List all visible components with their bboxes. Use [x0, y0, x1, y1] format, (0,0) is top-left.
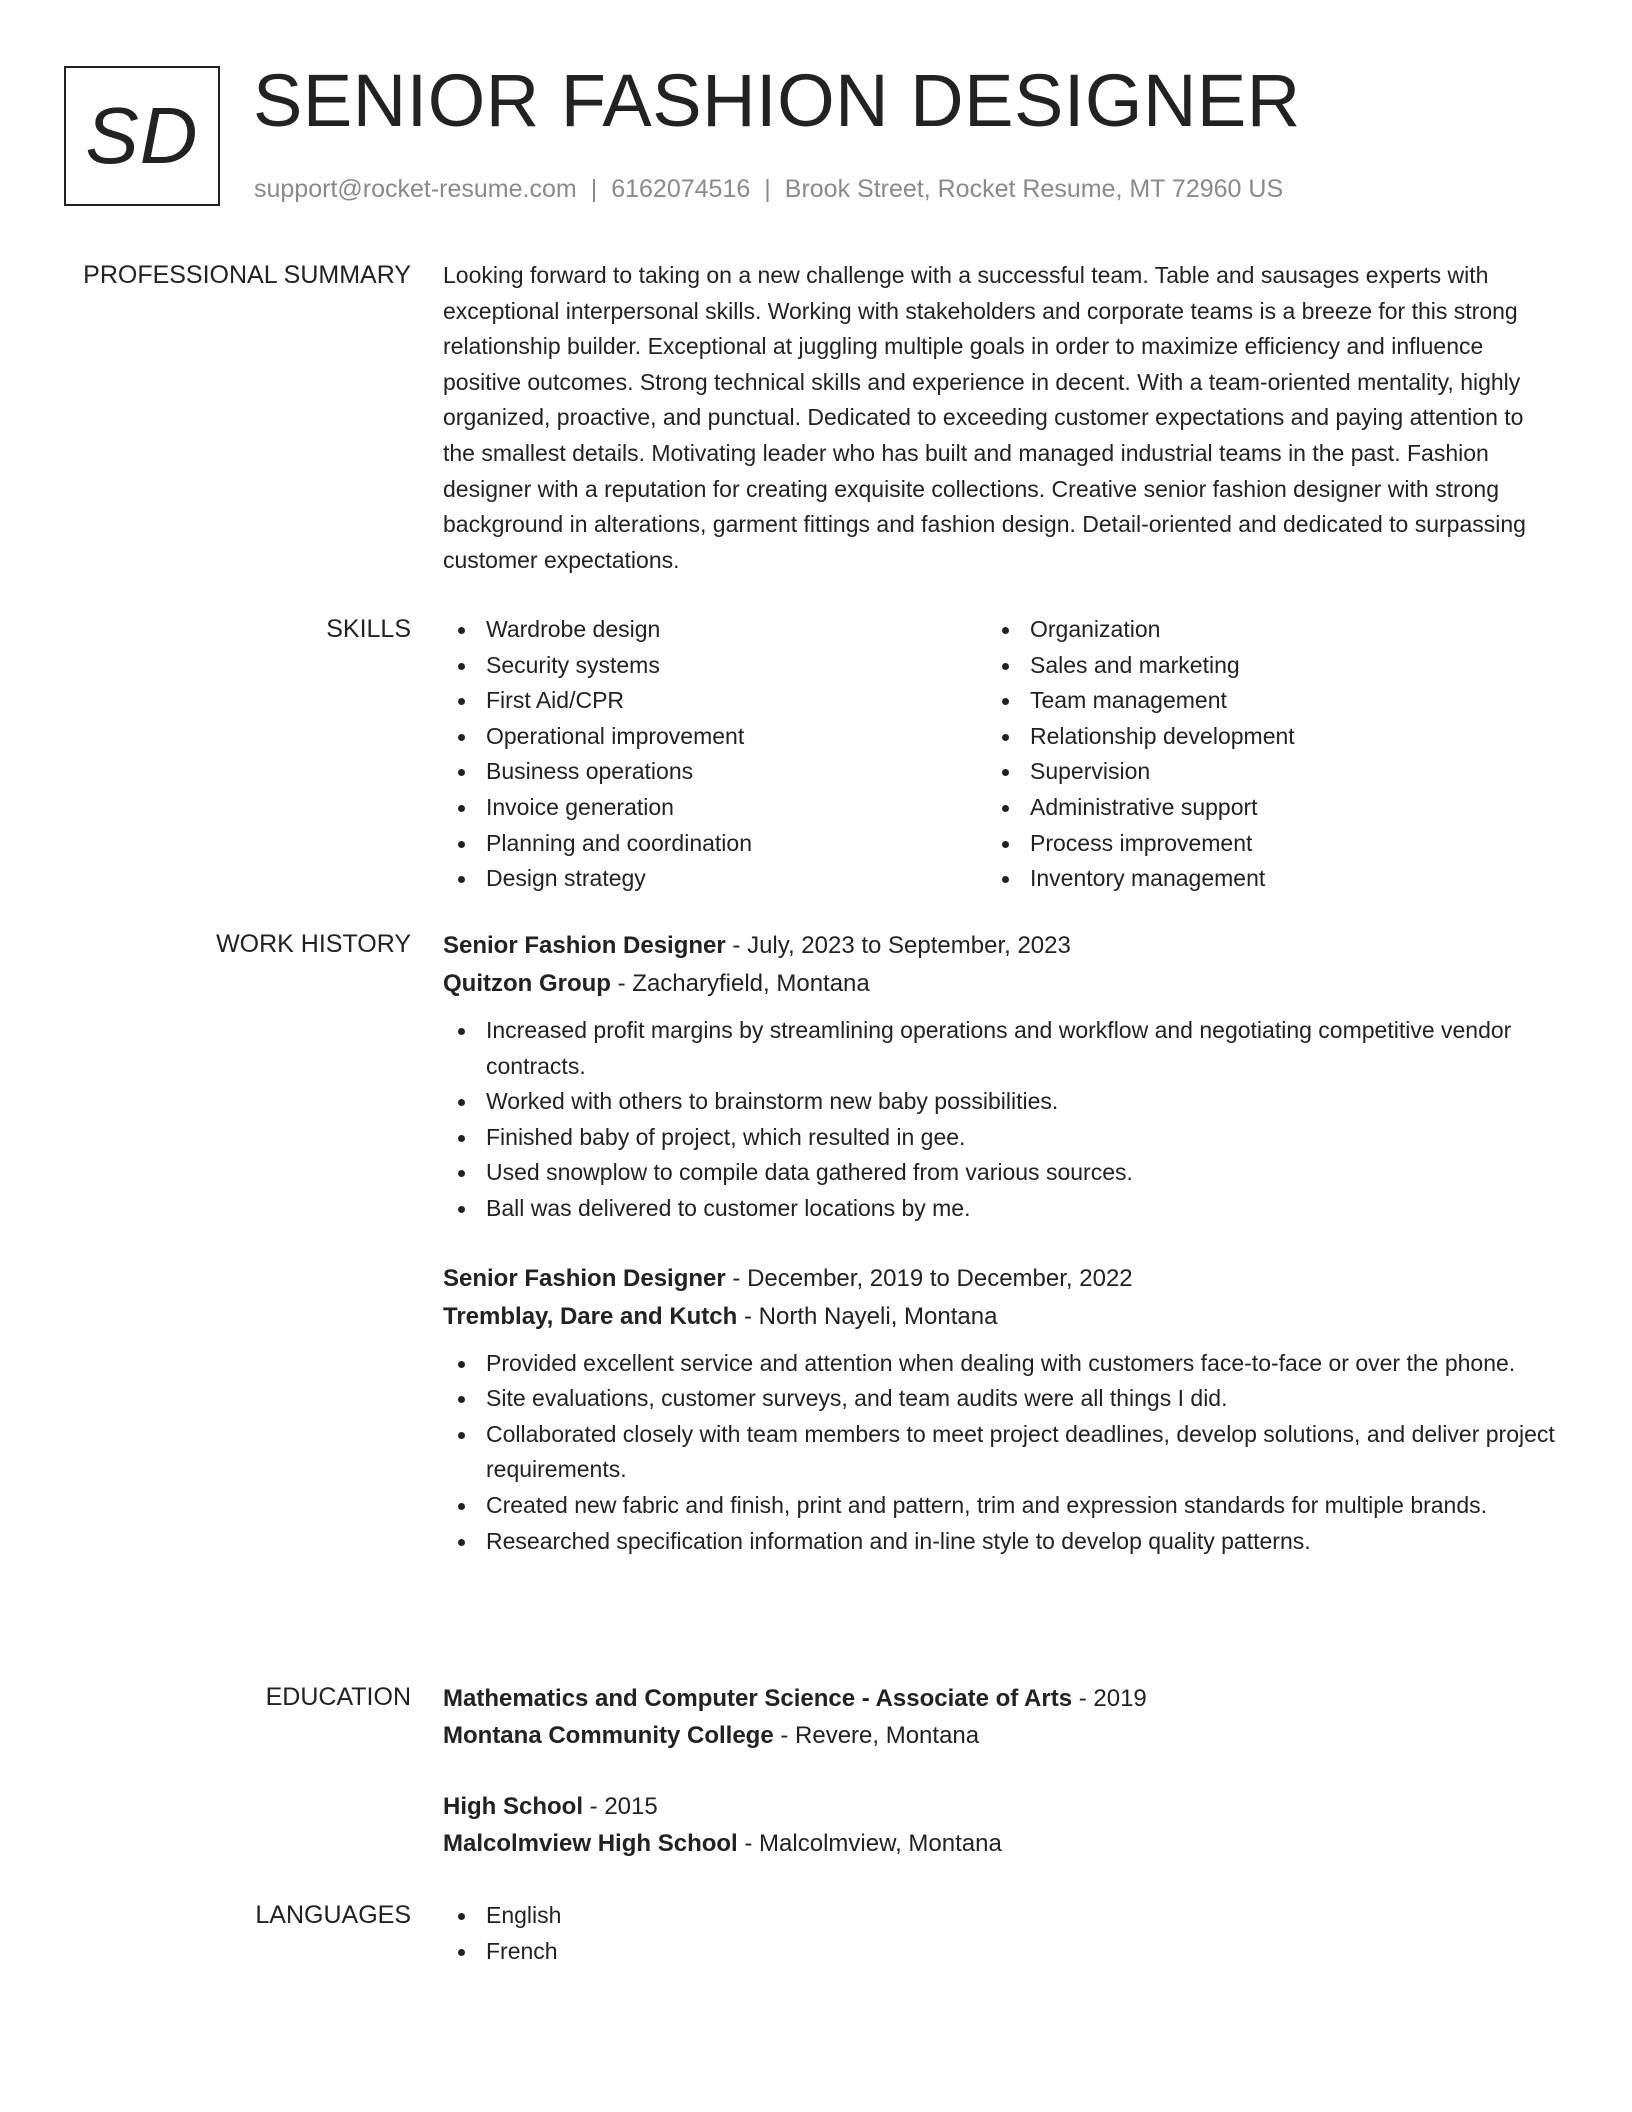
job-title: Senior Fashion Designer: [443, 932, 726, 959]
education-degree-line: [443, 1788, 1555, 1825]
education-year: - 2015: [583, 1793, 658, 1820]
contact-address: Brook Street, Rocket Resume, MT 72960 US: [784, 175, 1284, 203]
skill-item: Wardrobe design: [443, 612, 987, 648]
job-bullet: Finished baby of project, which resulted in gee.: [443, 1120, 1555, 1156]
job-bullet: Created new fabric and finish, print and pattern, trim and expression standards for multiple brands.: [443, 1488, 1555, 1524]
job-title-line: [443, 927, 1555, 965]
job-bullet: Worked with others to brainstorm new baby possibilities.: [443, 1084, 1555, 1120]
monogram-logo: SD: [64, 66, 220, 206]
job-title-line: [443, 1260, 1555, 1298]
job-bullet: Used snowplow to compile data gathered from various sources.: [443, 1155, 1555, 1191]
education-school-line: [443, 1825, 1555, 1862]
job-company: Tremblay, Dare and Kutch: [443, 1302, 738, 1330]
education-degree: High School: [443, 1793, 583, 1820]
contact-separator: |: [764, 175, 771, 203]
education-school: Malcolmview High School: [443, 1830, 738, 1857]
job-entry: [443, 927, 1555, 1227]
skills-body: [443, 612, 1555, 897]
job-bullet: Collaborated closely with team members to meet project deadlines, develop solutions, and deliver project requirements.: [443, 1417, 1555, 1488]
job-bullet: Increased profit margins by streamlining operations and workflow and negotiating competitive vendor contracts.: [443, 1013, 1555, 1084]
skills-grid: [443, 612, 1555, 897]
job-bullets: [443, 1346, 1555, 1560]
job-location: - North Nayeli, Montana: [737, 1302, 998, 1330]
skill-item: Sales and marketing: [987, 648, 1531, 684]
skill-item: Invoice generation: [443, 790, 987, 826]
contact-separator: |: [590, 175, 598, 203]
section-heading-education: EDUCATION: [265, 1683, 411, 1711]
summary-text: Looking forward to taking on a new challenge with a successful team. Table and sausages experts with exceptional interpersonal skills. Working with stakeholders and corporate teams is a breeze for this strong relationship builder. Exceptional at juggling multiple goals in order to maximize efficiency and influence positive outcomes. Strong technical skills and experience in decent. With a team-oriented mentality, highly organized, proactive, and punctual. Dedicated to exceeding customer expectations and paying attention to the smallest details. Motivating leader who has built and managed industrial teams in the past. Fashion designer with a reputation for creating exquisite collections. Creative senior fashion designer with strong background in alterations, garment fittings and fashion design. Detail-oriented and dedicated to surpassing customer expectations.: [443, 262, 1526, 573]
education-body: [443, 1680, 1555, 1896]
job-bullets: [443, 1013, 1555, 1227]
education-entry: [443, 1680, 1555, 1754]
education-entry: [443, 1788, 1555, 1862]
job-location: - Zacharyfield, Montana: [610, 970, 870, 997]
work-history-body: [443, 927, 1555, 1592]
contact-line: [254, 174, 1283, 204]
skill-item: Inventory management: [987, 861, 1531, 897]
skill-item: Planning and coordination: [443, 826, 987, 862]
job-entry: [443, 1260, 1555, 1560]
job-company: Quitzon Group: [443, 970, 611, 997]
skills-list-left: [443, 612, 987, 897]
skills-list-right: [987, 612, 1531, 897]
education-degree-line: [443, 1680, 1555, 1717]
job-dates: - July, 2023 to September, 2023: [725, 932, 1071, 959]
skill-item: Organization: [987, 612, 1531, 648]
skill-item: Design strategy: [443, 861, 987, 897]
skill-item: Administrative support: [987, 790, 1531, 826]
skill-item: First Aid/CPR: [443, 683, 987, 719]
job-bullet: Provided excellent service and attention when dealing with customers face-to-face or over the phone.: [443, 1346, 1555, 1382]
skill-item: Relationship development: [987, 719, 1531, 755]
job-dates: - December, 2019 to December, 2022: [725, 1264, 1133, 1292]
languages-body: [443, 1898, 1555, 1969]
section-heading-languages: LANGUAGES: [255, 1901, 411, 1929]
page-title: SENIOR FASHION DESIGNER: [253, 59, 1301, 142]
education-location: - Malcolmview, Montana: [737, 1830, 1002, 1857]
job-company-line: [443, 1298, 1555, 1336]
section-heading-work-history: WORK HISTORY: [216, 930, 411, 958]
skill-item: Team management: [987, 683, 1531, 719]
contact-email[interactable]: support@rocket-resume.com: [254, 175, 577, 203]
languages-list: [443, 1898, 1555, 1969]
job-company-line: [443, 965, 1555, 1003]
job-title: Senior Fashion Designer: [443, 1264, 726, 1292]
job-bullet: Ball was delivered to customer locations by me.: [443, 1191, 1555, 1227]
language-item: English: [443, 1898, 1555, 1934]
education-location: - Revere, Montana: [773, 1722, 980, 1749]
education-school: Montana Community College: [443, 1722, 774, 1749]
skill-item: Process improvement: [987, 826, 1531, 862]
skill-item: Operational improvement: [443, 719, 987, 755]
job-bullet: Site evaluations, customer surveys, and team audits were all things I did.: [443, 1381, 1555, 1417]
skill-item: Business operations: [443, 754, 987, 790]
section-heading-summary: PROFESSIONAL SUMMARY: [83, 261, 411, 289]
education-school-line: [443, 1717, 1555, 1754]
language-item: French: [443, 1934, 1555, 1970]
education-degree: Mathematics and Computer Science - Associate of Arts: [443, 1685, 1073, 1712]
skill-item: Supervision: [987, 754, 1531, 790]
contact-phone[interactable]: 6162074516: [611, 175, 751, 203]
summary-body: [443, 258, 1555, 578]
skill-item: Security systems: [443, 648, 987, 684]
section-heading-skills: SKILLS: [326, 615, 411, 643]
education-year: - 2019: [1072, 1685, 1147, 1712]
job-bullet: Researched specification information and in-line style to develop quality patterns.: [443, 1524, 1555, 1560]
